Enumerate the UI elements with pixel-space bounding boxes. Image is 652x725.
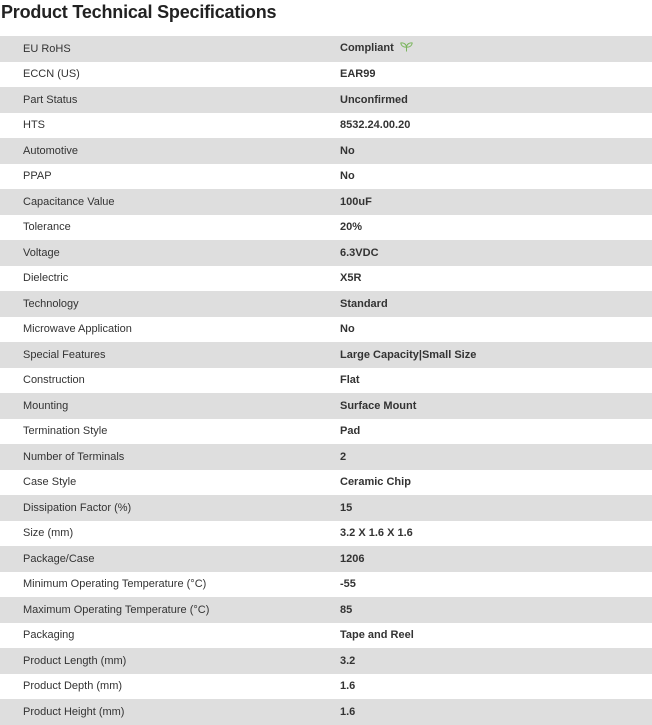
spec-row	[0, 648, 652, 674]
spec-value: 20%	[340, 221, 363, 234]
spec-value: 15	[340, 501, 353, 514]
spec-row	[0, 444, 652, 470]
spec-label: Mounting	[23, 399, 69, 412]
spec-table-body	[0, 36, 652, 725]
spec-value: 8532.24.00.20	[340, 119, 411, 132]
spec-value: 6.3VDC	[340, 246, 379, 259]
spec-row	[0, 113, 652, 139]
spec-row	[0, 674, 652, 700]
spec-label: PPAP	[23, 170, 52, 183]
spec-label: Dielectric	[23, 272, 69, 285]
spec-value: Standard	[340, 297, 388, 310]
spec-row	[0, 317, 652, 343]
spec-label: Technology	[23, 297, 79, 310]
spec-row	[0, 291, 652, 317]
spec-value: EAR99	[340, 68, 376, 81]
page-title: Product Technical Specifications	[1, 2, 277, 22]
spec-label: Voltage	[23, 246, 60, 259]
spec-value: 2	[340, 450, 347, 463]
spec-value: No	[340, 144, 355, 157]
spec-label: Size (mm)	[23, 527, 74, 540]
spec-value: 3.2	[340, 654, 356, 667]
spec-row	[0, 393, 652, 419]
spec-row	[0, 521, 652, 547]
leaf-icon	[400, 42, 413, 55]
spec-value: Unconfirmed	[340, 93, 408, 106]
spec-label: Number of Terminals	[23, 450, 125, 463]
spec-label: Construction	[23, 374, 85, 387]
spec-value: Ceramic Chip	[340, 476, 411, 489]
spec-value: Large Capacity|Small Size	[340, 348, 477, 361]
spec-row	[0, 368, 652, 394]
spec-value: 85	[340, 603, 353, 616]
spec-row	[0, 470, 652, 496]
spec-row	[0, 572, 652, 598]
spec-value: Pad	[340, 425, 361, 438]
spec-value: Tape and Reel	[340, 629, 414, 642]
spec-label: Dissipation Factor (%)	[23, 501, 132, 514]
spec-label: Product Height (mm)	[23, 705, 125, 718]
spec-value: 1206	[340, 552, 365, 565]
spec-row	[0, 62, 652, 88]
spec-label: Tolerance	[23, 221, 71, 234]
spec-value: Compliant	[340, 42, 394, 55]
spec-row	[0, 164, 652, 190]
spec-label: Product Length (mm)	[23, 654, 127, 667]
spec-row	[0, 623, 652, 649]
spec-label: Microwave Application	[23, 323, 132, 336]
spec-value: 100uF	[340, 195, 372, 208]
spec-label: ECCN (US)	[23, 68, 80, 81]
spec-label: Packaging	[23, 629, 75, 642]
spec-label: EU RoHS	[23, 42, 71, 55]
spec-value: X5R	[340, 272, 362, 285]
spec-row	[0, 546, 652, 572]
spec-label: Automotive	[23, 144, 79, 157]
spec-row	[0, 597, 652, 623]
spec-label: Termination Style	[23, 425, 108, 438]
spec-value: 1.6	[340, 705, 356, 718]
spec-table	[0, 36, 652, 725]
spec-row	[0, 87, 652, 113]
spec-label: Package/Case	[23, 552, 95, 565]
spec-row	[0, 699, 652, 725]
spec-label: Capacitance Value	[23, 195, 115, 208]
spec-label: Part Status	[23, 93, 78, 106]
spec-row	[0, 266, 652, 292]
spec-value: 3.2 X 1.6 X 1.6	[340, 527, 413, 540]
spec-value-cell	[340, 36, 652, 62]
spec-value: No	[340, 170, 355, 183]
spec-label: Special Features	[23, 348, 106, 361]
spec-row	[0, 495, 652, 521]
spec-value: 1.6	[340, 680, 356, 693]
spec-label: Case Style	[23, 476, 77, 489]
spec-value: Flat	[340, 374, 360, 387]
spec-value: No	[340, 323, 355, 336]
spec-value: -55	[340, 578, 356, 591]
spec-row	[0, 240, 652, 266]
spec-value: Surface Mount	[340, 399, 417, 412]
spec-row	[0, 138, 652, 164]
spec-row-eu-rohs	[0, 36, 652, 62]
spec-row	[0, 215, 652, 241]
spec-label: Maximum Operating Temperature (°C)	[23, 603, 210, 616]
spec-label: HTS	[23, 119, 45, 132]
spec-row	[0, 419, 652, 445]
spec-row	[0, 342, 652, 368]
spec-label: Product Depth (mm)	[23, 680, 123, 693]
spec-label: Minimum Operating Temperature (°C)	[23, 578, 207, 591]
spec-row	[0, 189, 652, 215]
